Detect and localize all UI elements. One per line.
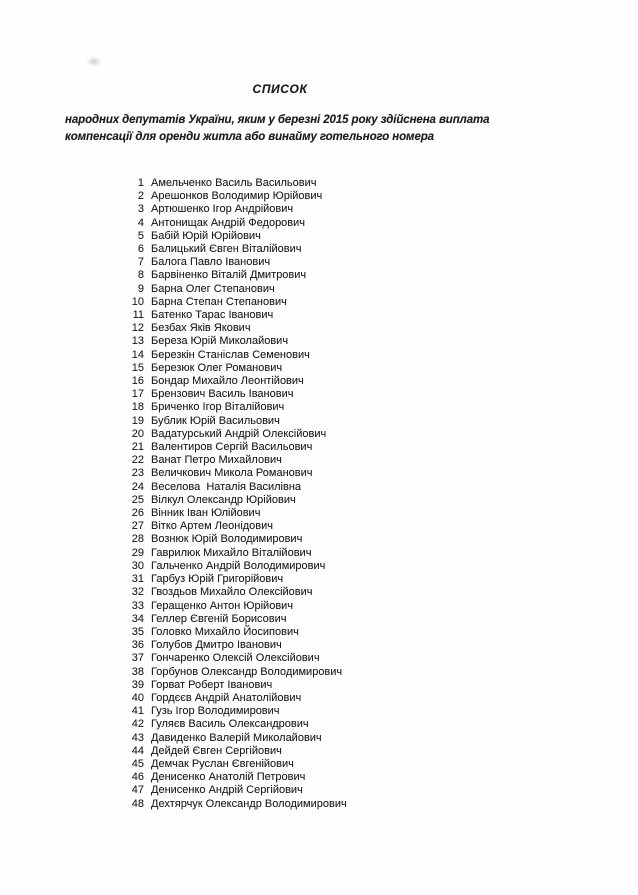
list-item-name: Гальченко Андрій Володимирович bbox=[151, 559, 326, 572]
list-item-name: Ванат Петро Михайлович bbox=[151, 454, 282, 467]
list-item-name: Арешонков Володимир Юрійович bbox=[151, 190, 323, 203]
list-item-number: 10 bbox=[131, 295, 144, 308]
list-item-number: 27 bbox=[131, 520, 144, 533]
list-item-name: Геращенко Антон Юрійович bbox=[151, 599, 294, 612]
list-item bbox=[0, 679, 347, 692]
subtitle-line-1: народних депутатів України, яким у березні 2015 року здійснена виплата bbox=[65, 114, 490, 126]
list-item bbox=[0, 401, 347, 414]
list-item-number: 44 bbox=[131, 744, 144, 757]
list-item-name: Давиденко Валерій Миколайович bbox=[151, 731, 322, 744]
list-item-number: 38 bbox=[131, 665, 144, 678]
list-item-name: Дейдей Євген Сергійович bbox=[151, 744, 282, 757]
list-item bbox=[0, 666, 347, 679]
list-item-number: 28 bbox=[131, 533, 144, 546]
list-item-name: Демчак Руслан Євгенійович bbox=[151, 757, 294, 770]
list-item-name: Гордєєв Андрій Анатолійович bbox=[151, 691, 302, 704]
list-item-number: 18 bbox=[131, 401, 144, 414]
list-item-number: 16 bbox=[131, 375, 144, 388]
list-item-name: Веселова Наталія Василівна bbox=[151, 480, 302, 493]
list-item-number: 37 bbox=[131, 652, 144, 665]
list-item-number: 46 bbox=[131, 771, 144, 784]
list-item-name: Голубов Дмитро Іванович bbox=[151, 639, 282, 652]
list-item bbox=[0, 190, 347, 203]
list-item bbox=[0, 230, 347, 243]
list-item-number: 34 bbox=[131, 612, 144, 625]
list-item bbox=[0, 758, 347, 771]
list-item bbox=[0, 745, 347, 758]
list-item-number: 43 bbox=[131, 731, 144, 744]
list-item bbox=[0, 507, 347, 520]
list-item-name: Геллер Євгеній Борисович bbox=[151, 612, 287, 625]
list-item-number: 15 bbox=[131, 361, 144, 374]
list-item-name: Бриченко Ігор Віталійович bbox=[151, 401, 285, 414]
list-item-number: 11 bbox=[132, 309, 144, 322]
list-item bbox=[0, 784, 347, 797]
list-item-number: 36 bbox=[131, 639, 144, 652]
list-item-number: 19 bbox=[131, 414, 144, 427]
list-item-name: Бабій Юрій Юрійович bbox=[151, 229, 261, 242]
list-item bbox=[0, 441, 347, 454]
list-item bbox=[0, 520, 347, 533]
list-item bbox=[0, 362, 347, 375]
list-item bbox=[0, 309, 347, 322]
list-item-number: 32 bbox=[131, 586, 144, 599]
list-item bbox=[0, 573, 347, 586]
list-item bbox=[0, 798, 347, 811]
list-item-number: 21 bbox=[131, 441, 144, 454]
list-item-name: Гончаренко Олексій Олексійович bbox=[151, 652, 320, 665]
list-item-name: Безбах Яків Якович bbox=[151, 322, 251, 335]
list-item-name: Бондар Михайло Леонтійович bbox=[151, 375, 304, 388]
list-item bbox=[0, 600, 347, 613]
list-item-number: 25 bbox=[131, 493, 144, 506]
list-item-name: Вітко Артем Леонідович bbox=[151, 520, 274, 533]
list-item bbox=[0, 705, 347, 718]
list-item-name: Горбунов Олександр Володимирович bbox=[151, 665, 343, 678]
list-item-number: 17 bbox=[131, 388, 144, 401]
list-item-number: 26 bbox=[131, 507, 144, 520]
list-item-number: 2 bbox=[137, 190, 144, 203]
list-item bbox=[0, 296, 347, 309]
list-item bbox=[0, 626, 347, 639]
list-item-name: Батенко Тарас Іванович bbox=[151, 309, 274, 322]
list-item-name: Денисенко Анатолій Петрович bbox=[151, 771, 306, 784]
list-item-number: 6 bbox=[137, 243, 144, 256]
list-item-number: 12 bbox=[131, 322, 144, 335]
document-subtitle bbox=[65, 112, 495, 145]
list-item-number: 47 bbox=[131, 784, 144, 797]
scan-smudge bbox=[86, 56, 102, 67]
list-item-name: Вадатурський Андрій Олексійович bbox=[151, 427, 327, 440]
list-item-name: Амельченко Василь Васильович bbox=[151, 177, 317, 189]
list-item-number: 41 bbox=[131, 705, 144, 718]
list-item-name: Вознюк Юрій Володимирович bbox=[151, 533, 303, 546]
list-item bbox=[0, 481, 347, 494]
list-item-number: 40 bbox=[131, 691, 144, 704]
list-item bbox=[0, 283, 347, 296]
list-item bbox=[0, 269, 347, 282]
list-item bbox=[0, 533, 347, 546]
list-item bbox=[0, 732, 347, 745]
list-item bbox=[0, 547, 347, 560]
deputies-list bbox=[0, 177, 347, 811]
list-item-number: 13 bbox=[131, 335, 144, 348]
list-item-name: Бублик Юрій Васильович bbox=[151, 414, 280, 427]
list-item bbox=[0, 467, 347, 480]
list-item-number: 39 bbox=[131, 678, 144, 691]
list-item bbox=[0, 217, 347, 230]
list-item-number: 1 bbox=[137, 177, 144, 189]
list-item-name: Горват Роберт Іванович bbox=[151, 678, 273, 691]
list-item-name: Валентиров Сергій Васильович bbox=[151, 441, 313, 454]
list-item-number: 33 bbox=[131, 599, 144, 612]
list-item-name: Вінник Іван Юлійович bbox=[151, 507, 261, 520]
list-item-name: Гуляєв Василь Олександрович bbox=[151, 718, 309, 731]
list-item bbox=[0, 243, 347, 256]
list-item-name: Гвоздьов Михайло Олексійович bbox=[151, 586, 313, 599]
list-item bbox=[0, 652, 347, 665]
list-item-name: Вілкул Олександр Юрійович bbox=[151, 493, 296, 506]
list-item-number: 4 bbox=[137, 216, 144, 229]
list-item bbox=[0, 415, 347, 428]
list-item-name: Гаврилюк Михайло Віталійович bbox=[151, 546, 312, 559]
list-item bbox=[0, 335, 347, 348]
list-item-number: 45 bbox=[131, 757, 144, 770]
list-item-number: 23 bbox=[131, 467, 144, 480]
list-item-number: 48 bbox=[131, 797, 144, 810]
list-item bbox=[0, 586, 347, 599]
list-item-name: Березюк Олег Романович bbox=[151, 361, 283, 374]
list-item-number: 8 bbox=[137, 269, 144, 282]
list-item-name: Артюшенко Ігор Андрійович bbox=[151, 203, 294, 216]
list-item bbox=[0, 560, 347, 573]
list-item-name: Березкін Станіслав Семенович bbox=[151, 348, 310, 361]
list-item bbox=[0, 256, 347, 269]
list-item-number: 22 bbox=[131, 454, 144, 467]
list-item bbox=[0, 428, 347, 441]
list-item-name: Барна Олег Степанович bbox=[151, 282, 275, 295]
list-item-number: 35 bbox=[131, 625, 144, 638]
list-item-number: 7 bbox=[137, 256, 144, 269]
list-item bbox=[0, 718, 347, 731]
list-item bbox=[0, 322, 347, 335]
list-item-number: 24 bbox=[131, 480, 144, 493]
list-item-name: Балицький Євген Віталійович bbox=[151, 243, 302, 256]
list-item-number: 42 bbox=[131, 718, 144, 731]
list-item bbox=[0, 771, 347, 784]
list-item-name: Барна Степан Степанович bbox=[151, 295, 287, 308]
list-item-name: Гузь Ігор Володимирович bbox=[151, 705, 280, 718]
list-item-name: Денисенко Андрій Сергійович bbox=[151, 784, 303, 797]
list-item-number: 31 bbox=[131, 573, 144, 586]
list-item-name: Гарбуз Юрій Григорійович bbox=[151, 573, 284, 586]
list-item-name: Антонищак Андрій Федорович bbox=[151, 216, 306, 229]
list-item-name: Величкович Микола Романович bbox=[151, 467, 313, 480]
document-title: СПИСОК bbox=[252, 82, 308, 96]
list-item-name: Береза Юрій Миколайович bbox=[151, 335, 289, 348]
list-item bbox=[0, 639, 347, 652]
list-item-number: 3 bbox=[137, 203, 144, 216]
list-item bbox=[0, 375, 347, 388]
list-item bbox=[0, 454, 347, 467]
list-item-number: 14 bbox=[131, 348, 144, 361]
list-item bbox=[0, 692, 347, 705]
list-item-number: 20 bbox=[131, 427, 144, 440]
list-item bbox=[0, 613, 347, 626]
list-item bbox=[0, 494, 347, 507]
list-item bbox=[0, 203, 347, 216]
list-item-name: Головко Михайло Йосипович bbox=[151, 625, 299, 638]
list-item-number: 5 bbox=[137, 229, 144, 242]
list-item-name: Дехтярчук Олександр Володимирович bbox=[151, 797, 347, 810]
list-item-number: 9 bbox=[137, 282, 144, 295]
list-item-number: 29 bbox=[131, 546, 144, 559]
list-item-name: Балога Павло Іванович bbox=[151, 256, 271, 269]
list-item-name: Брензович Василь Іванович bbox=[151, 388, 294, 401]
list-item bbox=[0, 388, 347, 401]
list-item-number: 30 bbox=[131, 559, 144, 572]
list-item bbox=[0, 177, 347, 190]
subtitle-line-2: компенсації для оренди житла або винайму готельного номера bbox=[65, 130, 434, 143]
list-item-name: Барвіненко Віталій Дмитрович bbox=[151, 269, 307, 282]
list-item bbox=[0, 349, 347, 362]
